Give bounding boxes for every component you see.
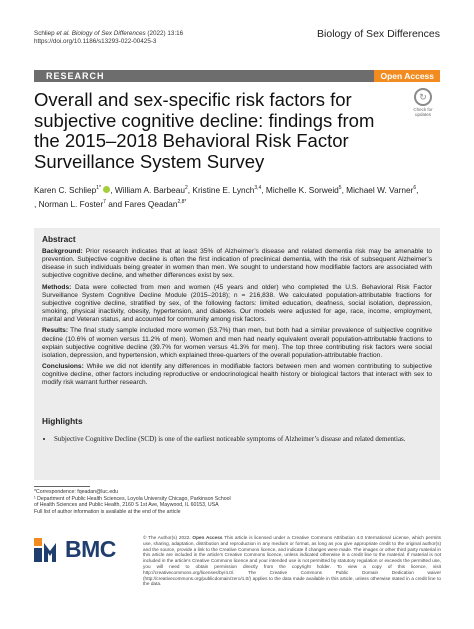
affiliation-marker: 2,8* [177,198,187,205]
affiliation-marker: 1* [96,185,101,191]
conclusions-label: Conclusions: [42,363,84,371]
affiliation-marker: 6 [413,185,417,191]
affiliation-marker: 7 [103,198,106,205]
citation-year: (2022) 13:16 [147,30,184,37]
results-label: Results: [42,327,69,335]
background-label: Background: [42,248,83,255]
doi-link[interactable]: https://doi.org/10.1186/s13293-022-00425-3 [34,38,157,45]
conclusions-text: While we did not identify any differences in modifiable factors between men and women contributing to subjective cognitive decline, other factors including reproductive or endocrinological health history or biological factors that interact with sex to modify risk warrant further research. [42,363,432,387]
license-open-access: Open Access [192,535,223,540]
author-name[interactable]: , Norman L. Foster [34,198,104,209]
article-title: Overall and sex-specific risk factors for subjective cognitive decline: findings from the 2015–2018 Behavioral Risk Factor Surveillance System Survey [34,89,375,172]
affiliation-marker: 3,4 [254,185,262,191]
author-name[interactable]: and Fares Qeadan [105,198,178,209]
abstract-background [42,248,432,281]
author-name[interactable]: , Michelle K. Sorweid [261,184,339,195]
author-name[interactable]: , Michael W. Varner [341,184,414,195]
author-name[interactable]: , Kristine E. Lynch [187,184,255,195]
correspondence[interactable]: *Correspondence: fqeadan@luc.edu [34,489,119,495]
license-lead: © The Author(s) 2022. [143,535,193,540]
check-updates-label: Check for updates [413,107,433,117]
affiliation-marker: 2 [185,185,188,191]
highlights-heading: Highlights [42,416,83,426]
affiliation-marker: 5 [338,185,342,191]
abstract-heading: Abstract [42,234,76,244]
author-name[interactable]: , William A. Barbeau [110,184,186,195]
affiliation-note: Full list of author information is available at the end of the article [34,508,181,515]
citation-authors: Schliep [34,30,57,37]
section-banner [34,70,440,82]
affiliation: ¹ Department of Public Health Sciences, Loyola University Chicago, Parkinson School of Health Sciences and Public Health, 2160 S 1st Ave, Maywood, IL 60153, USA [34,495,231,509]
open-access-badge: Open Access [374,70,440,82]
highlights-list [42,435,434,445]
license-statement [143,535,441,587]
journal-name: Biology of Sex Differences [317,28,440,40]
abstract-conclusions [42,363,432,387]
author-list: Karen C. Schliep$^{1*}$ , William A. Barbeau$^2$, Kristine E. Lynch$^{3,4}$, Michelle K. Sorweid$^5$, Michael W. Varner$^6$, , Norman L. Foster$^7$ and Fares Qeadan$^{2,8*}$ [34,184,419,209]
citation-journal: et al. Biology of Sex Differences [56,30,146,37]
check-updates-icon: ↻ [414,88,432,106]
bmc-logo-mark-icon [34,537,62,563]
methods-text: Data were collected from men and women (45 years and older) who completed the U.S. Behavioral Risk Factor Surveillance System Cognitive Decline Module (2015–2018); n = 216,838. We calculated population-attributable fractions for subjective cognitive decline, stratified by sex, of the following factors: limited education, deafness, social isolation, depression, smoking, physical inactivity, obesity, hypertension, and diabetes. Our models were adjusted for age, race, income, employment, marital and Veteran status, and accounted for community among risk factors. [42,283,432,324]
highlights-section [42,416,434,445]
license-text: This article is licensed under a Creative Commons Attribution 4.0 International License, which permits use, sharing, adaptation, distribution and reproduction in any medium or format, as long as you give appropriate credit to the original author(s) and the source, provide a link to the Creative Commons licence, and indicate if changes were made. The images or other third party material in this article are included in the article’s Creative Commons licence, unless indicated otherwise in a credit line to the material. If material is not included in the article’s Creative Commons licence and your intended use is not permitted by statutory regulation or exceeds the permitted use, you will need to obtain permission directly from the copyright holder. To view a copy of this licence, visit http://creativecommons.org/licenses/by/4.0/. The Creative Commons Public Domain Dedication waiver (http://creativecommons.org/publicdomain/zero/1.0/) applies to the data made available in this article, unless otherwise stated in a credit line to the data. [143,535,441,587]
check-for-updates-button[interactable] [406,88,440,117]
footnote-divider [34,486,90,487]
section-label: RESEARCH [46,71,105,81]
highlight-item: • Subjective Cognitive Decline (SCD) is one of the earliest noticeable symptoms of Alzheimer’s disease and related dementias. [54,435,434,445]
bmc-logo[interactable] [34,536,134,562]
bmc-logo-text: BMC [65,536,116,562]
abstract-methods [42,284,432,325]
author-name[interactable]: Karen C. Schliep [34,184,97,195]
results-text: The final study sample included more women (53.7%) than men, but both had a similar prevalence of subjective cognitive decline (10.6% of women versus 11.2% of men). Women and men had nearly equivalent overall population-attributable fractions to explain subjective cognitive decline (39.7% for women versus 41.3% for men). The top three contributing risk factors were social isolation, depression, and hypertension, which explained three-quarters of the overall population-attributable fraction. [42,327,432,359]
footnotes [34,489,234,515]
abstract-results [42,327,432,360]
running-header [34,30,183,46]
methods-label: Methods: [42,283,72,291]
background-text: Prior research indicates that at least 35% of Alzheimer’s disease and related dementia risk may be amenable to prevention. Subjective cognitive decline is often the first indication of preclinical dementia, with the risk of subsequent Alzheimer’s disease in such individuals being greater in women than men. We sought to understand how modifiable factors are associated with subjective cognitive decline, and whether differences exist by sex. [42,248,432,280]
